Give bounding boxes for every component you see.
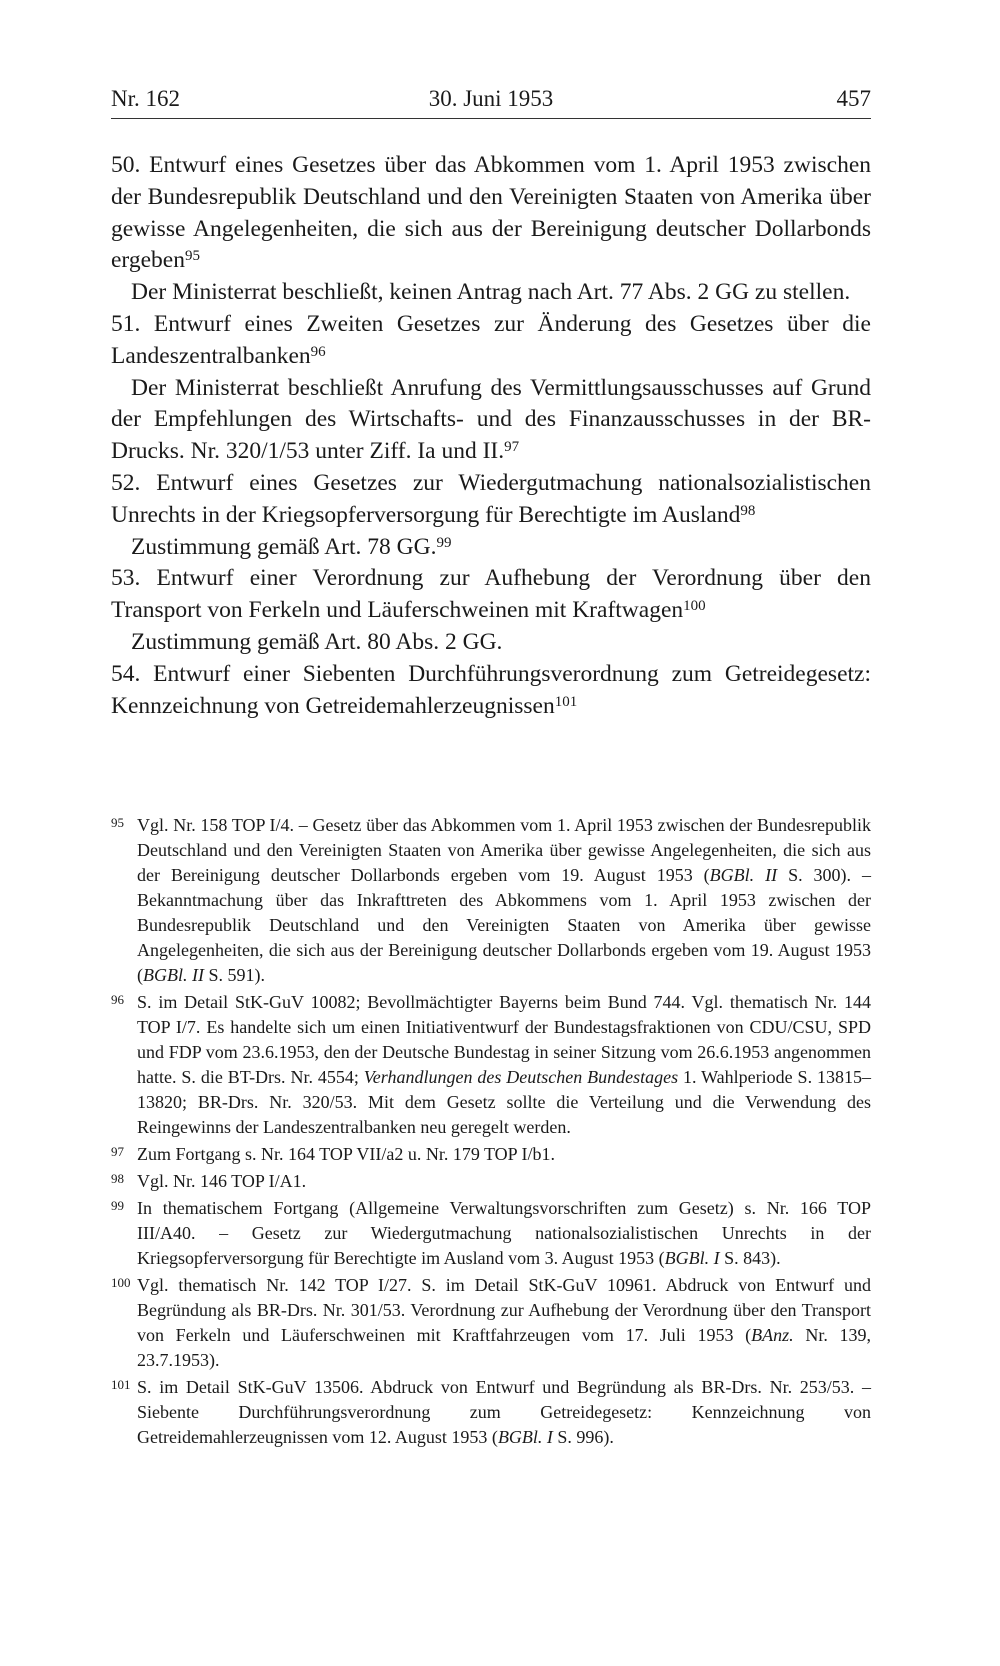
agenda-item-title-text: 51. Entwurf eines Zweiten Gesetzes zur Änderung des Gesetzes über die Landeszentralbanken — [111, 310, 871, 369]
footnote-96 — [111, 990, 871, 1140]
agenda-item-title — [111, 468, 871, 532]
footnote-citation-italic: Verhandlungen des Deutschen Bundestages — [363, 1067, 679, 1087]
footnote-text — [137, 1377, 871, 1447]
footnote-citation-italic: BAnz. — [751, 1325, 794, 1345]
running-header — [111, 84, 871, 119]
footnote-reference[interactable]: 95 — [184, 248, 200, 265]
footnote-number: 96 — [111, 992, 124, 1007]
agenda-item-decision — [111, 373, 871, 468]
agenda-item-decision-text: Zustimmung gemäß Art. 80 Abs. 2 GG. — [131, 628, 503, 655]
header-document-number: Nr. 162 — [111, 86, 180, 111]
footnote-text — [137, 1198, 871, 1268]
header-date: 30. Juni 1953 — [428, 86, 554, 111]
footnote-text — [137, 1275, 871, 1370]
footnote-number: 97 — [111, 1144, 124, 1159]
footnote-text-segment: S. im Detail StK-GuV 13506. Abdruck von Entwurf und Begründung als BR-Drs. Nr. 253/53. – Siebente Durchführungsverordnung zum Getreidegesetz: Kennzeichnung von Getreidemahlerzeugnissen vom 12. August 1953 ( — [137, 1377, 871, 1447]
footnote-text-segment: In thematischem Fortgang (Allgemeine Verwaltungsvorschriften zum Gesetz) s. Nr. 166 TOP III/A40. – Gesetz zur Wiedergutmachung nationalsozialistischen Unrechts in der Kriegsopferversorgung für Berechtigte im Ausland vom 3. August 1953 ( — [137, 1198, 871, 1268]
footnote-text-segment: S. 300). – Bekanntmachung über das Inkrafttreten des Abkommens vom 1. April 1953 zwischen der Bundesrepublik Deutschland und den Vereinigten Staaten von Amerika über gewisse Angelegenheiten, die sich aus der Bereinigung deutscher Dollarbonds ergeben vom 19. August 1953 ( — [137, 865, 871, 985]
agenda-item-title-text: 53. Entwurf einer Verordnung zur Aufhebung der Verordnung über den Transport von Ferkeln und Läuferschweinen mit Kraftwagen — [111, 565, 871, 624]
agenda-item-title — [111, 150, 871, 277]
footnote-text-segment: Vgl. thematisch Nr. 142 TOP I/27. S. im Detail StK-GuV 10961. Abdruck von Entwurf und Begründung als BR-Drs. Nr. 301/53. Verordnung zur Aufhebung der Verordnung über den Transport von Ferkeln und Läuferschweinen mit Kraftfahrzeugen vom 17. Juli 1953 ( — [137, 1275, 871, 1345]
footnote-text-segment: S. 591). — [203, 965, 265, 985]
header-page-number: 457 — [836, 86, 871, 111]
agenda-item-title — [111, 309, 871, 373]
footnote-reference[interactable]: 98 — [740, 502, 756, 519]
footnote-text-segment: S. 843). — [719, 1248, 781, 1268]
footnote-99 — [111, 1196, 871, 1271]
agenda-item-decision — [111, 532, 871, 564]
footnote-reference[interactable]: 101 — [554, 693, 578, 710]
footnote-101 — [111, 1375, 871, 1450]
footnote-reference[interactable]: 100 — [683, 598, 706, 615]
footnote-text — [137, 815, 871, 985]
footnote-citation-italic: BGBl. II — [709, 865, 778, 885]
agenda-item-title-text: 54. Entwurf einer Siebenten Durchführungsverordnung zum Getreidegesetz: Kennzeichnung von Getreidemahlerzeugnissen — [111, 660, 871, 719]
agenda-item-title-text: 50. Entwurf eines Gesetzes über das Abkommen vom 1. April 1953 zwischen der Bundesrepublik Deutschland und den Vereinigten Staaten von Amerika über gewisse Angelegenheiten, die sich aus der Bereinigung deutscher Dollarbonds ergeben — [111, 152, 871, 274]
footnote-text-segment: Zum Fortgang s. Nr. 164 TOP VII/a2 u. Nr. 179 TOP I/b1. — [137, 1144, 556, 1164]
footnote-reference[interactable]: 96 — [310, 343, 326, 360]
footnote-text — [137, 992, 871, 1137]
footnote-text-segment: S. im Detail StK-GuV 10082; Bevollmächtigter Bayerns beim Bund 744. Vgl. thematisch Nr. 144 TOP I/7. Es handelte sich um einen Initiativentwurf der Bundestagsfraktionen von CDU/CSU, SPD und FDP vom 23.6.1953, den der Deutsche Bundestag in seiner Sitzung vom 26.6.1953 angenommen hatte. S. die BT-Drs. Nr. 4554; — [137, 992, 871, 1087]
footnote-number: 101 — [111, 1377, 131, 1392]
agenda-item-title — [111, 659, 871, 723]
footnote-number: 100 — [111, 1275, 131, 1290]
footnote-reference[interactable]: 99 — [436, 534, 452, 551]
footnotes-section — [111, 813, 871, 1452]
footnote-text-segment: S. 996). — [552, 1427, 614, 1447]
footnote-95 — [111, 813, 871, 988]
footnote-text-segment: 1. Wahlperiode S. 13815–13820; BR-Drs. Nr. 320/53. Mit dem Gesetz sollte die Verteilung und die Verwendung des Reingewinns der Landeszentralbanken neu geregelt werden. — [137, 1067, 871, 1137]
footnote-97 — [111, 1142, 871, 1167]
footnote-number: 95 — [111, 815, 124, 830]
footnote-number: 99 — [111, 1198, 124, 1213]
footnote-100 — [111, 1273, 871, 1373]
footnote-citation-italic: BGBl. II — [143, 965, 204, 985]
agenda-item-decision — [111, 277, 871, 309]
footnote-text-segment: Vgl. Nr. 146 TOP I/A1. — [137, 1171, 307, 1191]
footnote-text — [137, 1171, 306, 1191]
agenda-item-decision-text: Zustimmung gemäß Art. 78 GG. — [131, 533, 437, 560]
agenda-items — [111, 150, 871, 722]
agenda-item-title-text: 52. Entwurf eines Gesetzes zur Wiedergutmachung nationalsozialistischen Unrechts in der Kriegsopferversorgung für Berechtigte im Ausland — [111, 469, 871, 528]
footnote-citation-italic: BGBl. I — [497, 1427, 553, 1447]
footnote-text-segment: Vgl. Nr. 158 TOP I/4. – Gesetz über das Abkommen vom 1. April 1953 zwischen der Bundesrepublik Deutschland und den Vereinigten Staaten von Amerika über gewisse Angelegenheiten, die sich aus der Bereinigung deutscher Dollarbonds ergeben vom 19. August 1953 ( — [137, 815, 871, 885]
footnote-98 — [111, 1169, 871, 1194]
agenda-item-decision-text: Der Ministerrat beschließt Anrufung des Vermittlungsausschusses auf Grund der Empfehlungen des Wirtschafts- und des Finanzausschusses in der BR-Drucks. Nr. 320/1/53 unter Ziff. Ia und II. — [111, 374, 871, 465]
agenda-item-decision-text: Der Ministerrat beschließt, keinen Antrag nach Art. 77 Abs. 2 GG zu stellen. — [131, 279, 851, 306]
footnote-number: 98 — [111, 1171, 124, 1186]
footnote-reference[interactable]: 97 — [504, 439, 520, 456]
footnote-text — [137, 1144, 555, 1164]
footnote-text-segment: Nr. 139, 23.7.1953). — [137, 1325, 871, 1370]
footnote-citation-italic: BGBl. I — [664, 1248, 720, 1268]
agenda-item-title — [111, 563, 871, 627]
agenda-item-decision — [111, 627, 871, 659]
